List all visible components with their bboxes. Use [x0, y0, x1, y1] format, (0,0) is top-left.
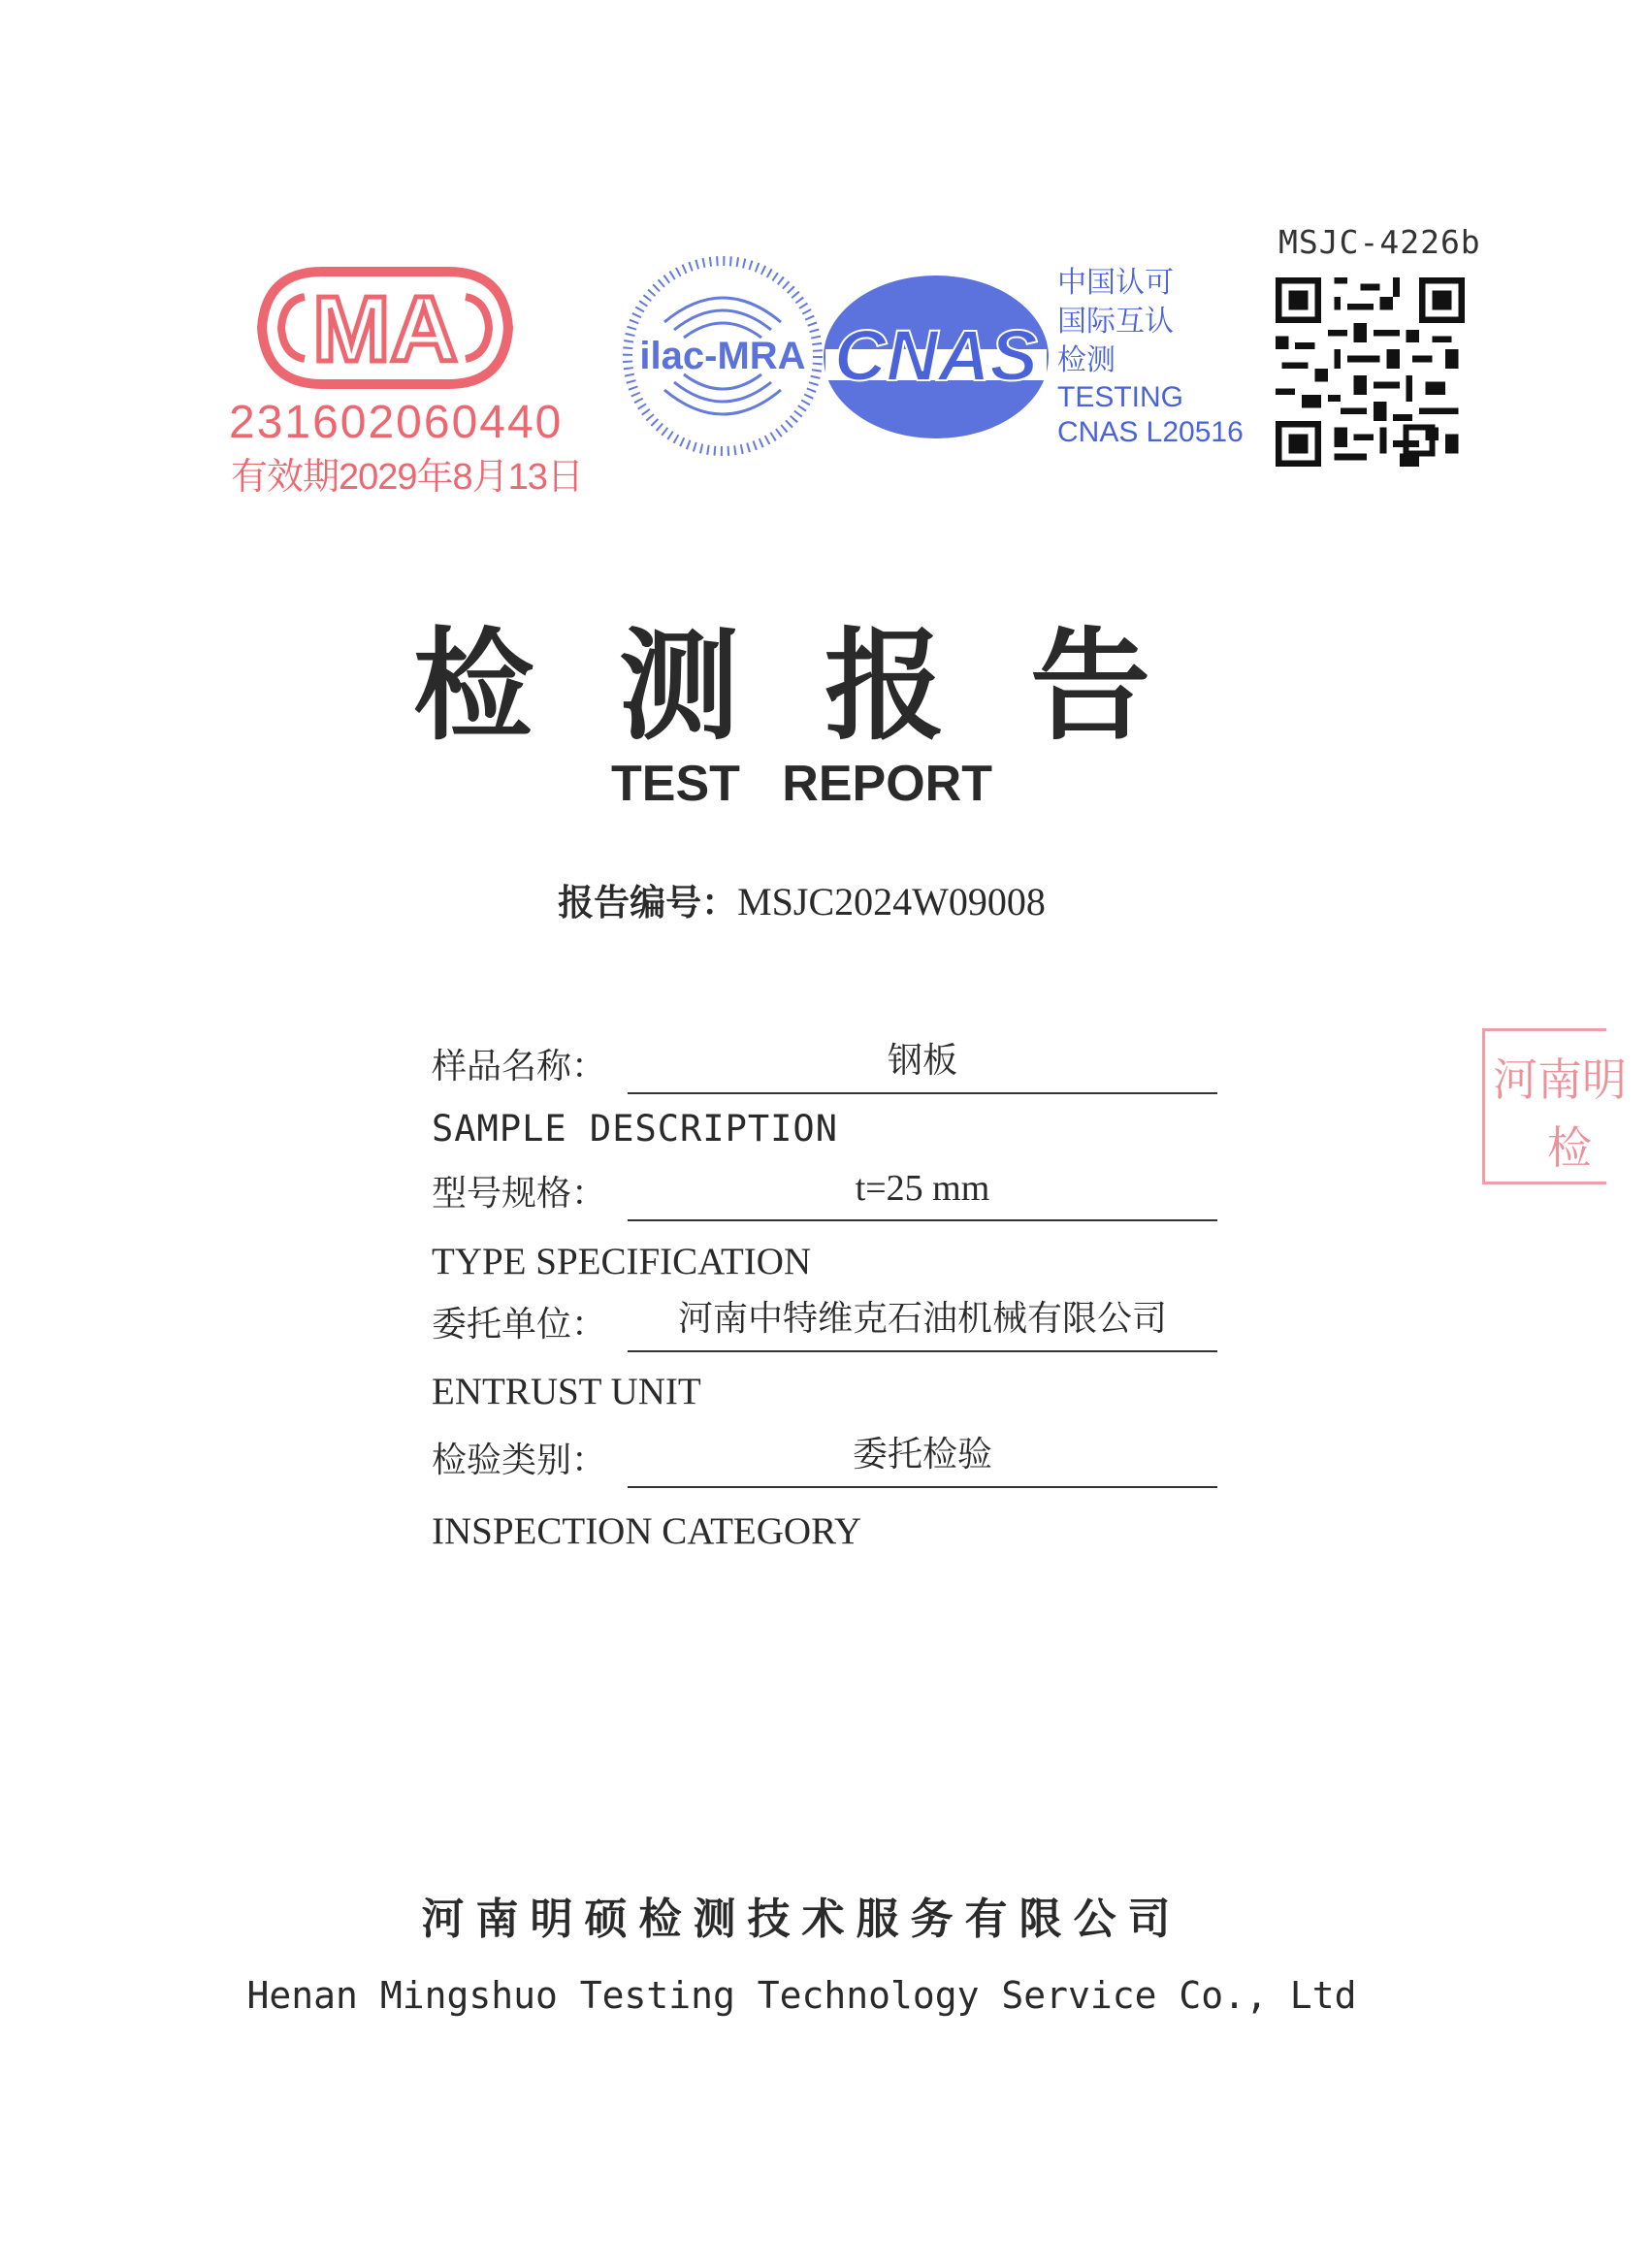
report-number: [0, 873, 1603, 925]
cma-stamp: [225, 260, 583, 498]
field-underline: [628, 1092, 1217, 1094]
cnas-english-text: [1057, 380, 1244, 450]
field-en-label: ENTRUST UNIT: [432, 1371, 701, 1412]
seal-text-line-2: 检: [1547, 1121, 1592, 1174]
report-number-label: 报告编号：: [558, 882, 738, 923]
field-value: 钢板: [887, 1041, 957, 1081]
cnas-accreditation-mark: [621, 254, 1244, 468]
field-en-label: TYPE SPECIFICATION: [432, 1241, 812, 1282]
field-label: 检验类别：: [432, 1441, 607, 1480]
company-name-english: Henan Mingshuo Testing Technology Service Co., Ltd: [246, 1974, 1357, 2017]
cnas-testing-label: TESTING: [1057, 381, 1184, 413]
field-value: 河南中特维克石油机械有限公司: [677, 1299, 1167, 1339]
cnas-number: CNAS L20516: [1057, 416, 1244, 448]
field-label: 样品名称：: [432, 1047, 607, 1086]
partial-seal-stamp: [1482, 1028, 1627, 1184]
field-label: 型号规格：: [432, 1174, 607, 1214]
field-underline: [628, 1350, 1217, 1352]
svg-text:MA: MA: [312, 277, 458, 381]
field-label: 委托单位：: [432, 1305, 607, 1345]
cma-registration-number: 231602060440: [229, 397, 564, 448]
cnas-cn-line-2: 国际互认: [1057, 305, 1174, 339]
cnas-logo-icon: [820, 272, 1052, 441]
field-sample-name: [432, 1021, 1217, 1098]
cma-logo-icon: [254, 260, 516, 396]
svg-text:ilac-MRA: ilac-MRA: [639, 335, 806, 377]
report-title-english: TEST REPORT: [611, 756, 992, 812]
report-number-value: MSJC2024W09008: [737, 880, 1046, 923]
cma-validity-date: 有效期2029年8月13日: [231, 457, 583, 498]
field-type-spec: [432, 1148, 1217, 1225]
field-inspection-category: [432, 1414, 1217, 1492]
qr-code-icon[interactable]: [1276, 277, 1465, 467]
field-underline: [628, 1486, 1217, 1488]
cnas-chinese-text: [1057, 264, 1174, 380]
report-title-chinese: 检测报告: [412, 616, 1236, 757]
field-en-label: SAMPLE DESCRIPTION: [432, 1108, 838, 1150]
cnas-cn-line-1: 中国认可: [1057, 266, 1174, 300]
cnas-cn-line-3: 检测: [1057, 343, 1116, 377]
field-value: 委托检验: [852, 1435, 992, 1474]
field-entrust-unit: [432, 1279, 1217, 1356]
ilac-mra-logo-icon: [621, 254, 824, 458]
seal-text-line-1: 河南明: [1493, 1053, 1627, 1106]
field-value: t=25 mm: [855, 1168, 990, 1209]
document-code: MSJC-4226b: [1278, 223, 1481, 261]
field-underline: [628, 1219, 1217, 1221]
company-name-chinese: 河南明硕检测技术服务有限公司: [421, 1895, 1182, 1944]
field-en-label: INSPECTION CATEGORY: [432, 1510, 862, 1552]
svg-text:CNAS: CNAS: [834, 315, 1038, 396]
